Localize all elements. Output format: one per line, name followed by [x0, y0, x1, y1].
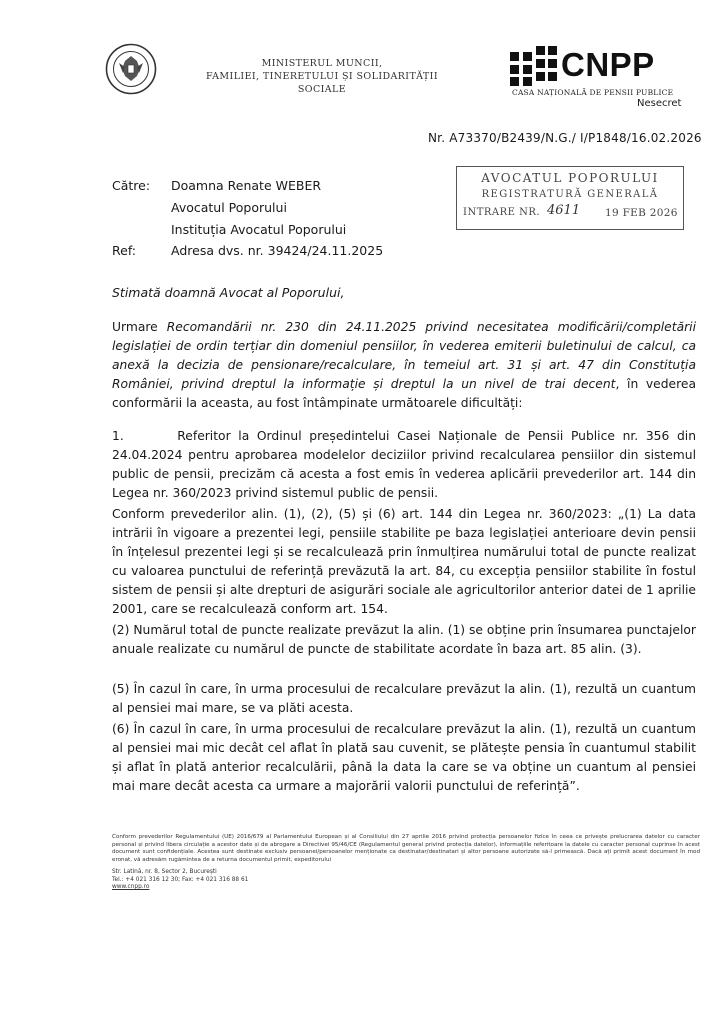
paragraph-article-144: Conform prevederilor alin. (1), (2), (5) și (6) art. 144 din Legea nr. 360/2023: „(1) La data intrării în vigoare a prezentei legi, pensiile stabilite pe baza legislației anterioare devin pensii în înțelesul prezentei legi și se recalculează prin înmulțirea numărului total de puncte realizat cu valoarea punctului de referință prevăzută la art. 84, cu excepția pensiilor stabilite în fostul sistem de pensii și alte drepturi de asigurări sociale ale agricultorilor anterior datei de 1 aprilie 2001, care se recalculează conform art. 154. [112, 507, 696, 616]
gdpr-notice: Conform prevederilor Regulamentului (UE) 2016/679 al Parlamentului European și al Consiliului din 27 aprilie 2016 privind protecția persoanelor fizice în ceea ce privește prelucrarea datelor cu caracter personal și privind libera circulație a acestor date și de abrogare a Directivei 95/46/CE (Regulamentul general privind protecția datelor), informațiile referitoare la datele cu caracter personal cuprinse în acest document sunt confidențiale. Acestea sunt destinate exclusiv persoanei/persoanelor menționate ca destinatar/destinatari și altor persoane autorizate să-l primească. Dacă ați primit acest document în mod eronat, vă adresăm rugămintea de a returna documentul primit, expeditorului [112, 834, 700, 863]
recipient-institution: Instituția Avocatul Poporului [171, 222, 347, 237]
reference-number: Nr. A73370/B2439/N.G./ I/P1848/16.02.2026 [428, 131, 702, 145]
footer-contact [112, 869, 248, 892]
footer-website[interactable]: www.cnpp.ro [112, 884, 150, 890]
stamp-entry-number: 4611 [547, 203, 581, 218]
cnpp-full-name: CASA NAȚIONALĂ DE PENSII PUBLICE [512, 88, 674, 97]
footer-phone: Tel.: +4 021 316 12 30; Fax: +4 021 316 88 61 [112, 876, 249, 883]
intro-text-end: , în vederea conformării la aceasta, au fost întâmpinate următoarele dificultăți: [112, 377, 696, 410]
intro-text-italic: Recomandării nr. 230 din 24.11.2025 privind necesitatea modificării/completării legislației de ordin terțiar din domeniul pensiilor, în vederea emiterii buletinului de calcul, ca anexă la decizia de pensionare/recalculare, în temeiul art. 31 și art. 47 din Constituția României, privind dreptul la informație și dreptul la un nivel de trai decent [112, 320, 696, 391]
stamp-date: 19 FEB 2026 [605, 207, 678, 219]
cnpp-logo-text: CNPP [561, 46, 655, 83]
ministry-name [182, 57, 462, 96]
paragraph-alin-2: (2) Numărul total de puncte realizate prevăzut la alin. (1) se obține prin însumarea punctajelor anuale realizate cu numărul de puncte de stabilitate acordate în baza art. 85 alin. (3). [112, 623, 696, 656]
ministry-line-2: FAMILIEI, TINERETULUI ȘI SOLIDARITĂȚII SOCIALE [206, 71, 438, 95]
paragraph-intro [112, 318, 696, 413]
classification-label: Nesecret [637, 98, 682, 109]
paragraph-alin-6: (6) În cazul în care, în urma procesului de recalculare prevăzut la alin. (1), rezultă un cuantum al pensiei mai mic decât cel aflat în plată sau cuvenit, se plătește pensia în cuantumul stabilit și aflat în plată anterior recalculării, până la data la care se va obține un cuantum al pensiei mai mare decât acesta ca urmare a majorării valorii punctului de referință”. [112, 722, 696, 793]
registration-stamp [456, 166, 684, 230]
stamp-line-2: REGISTRATURĂ GENERALĂ [481, 189, 659, 200]
recipient-name: Doamna Renate WEBER [171, 178, 322, 193]
recipient-title: Avocatul Poporului [171, 200, 287, 215]
footer-address: Str. Latină, nr. 8, Sector 2, București [112, 869, 217, 875]
to-label: Către: [112, 178, 151, 193]
ministry-line-1: MINISTERUL MUNCII, [261, 58, 383, 69]
salutation: Stimată doamnă Avocat al Poporului, [112, 285, 345, 300]
cnpp-logo-icon [510, 46, 558, 86]
intro-text-start: Urmare [112, 320, 167, 334]
ref-value: Adresa dvs. nr. 39424/24.11.2025 [171, 243, 384, 258]
paragraph-alin-5: (5) În cazul în care, în urma procesului de recalculare prevăzut la alin. (1), rezultă un cuantum al pensiei mai mare, se va plăti acesta. [112, 682, 696, 715]
stamp-line-1: AVOCATUL POPORULUI [481, 171, 659, 185]
paragraph-point-1: 1. Referitor la Ordinul președintelui Casei Naționale de Pensii Publice nr. 356 din 24.04.2024 pentru aprobarea modelelor deciziilor privind recalcularea pensiilor din sistemul public de pensii, precizăm că acesta a fost emis în vederea aplicării prevederilor art. 144 din Legea nr. 360/2023 privind sistemul public de pensii. [112, 429, 696, 500]
stamp-line-3: INTRARE NR. [463, 207, 541, 218]
romanian-government-crest [105, 43, 157, 95]
ref-label: Ref: [112, 243, 136, 258]
